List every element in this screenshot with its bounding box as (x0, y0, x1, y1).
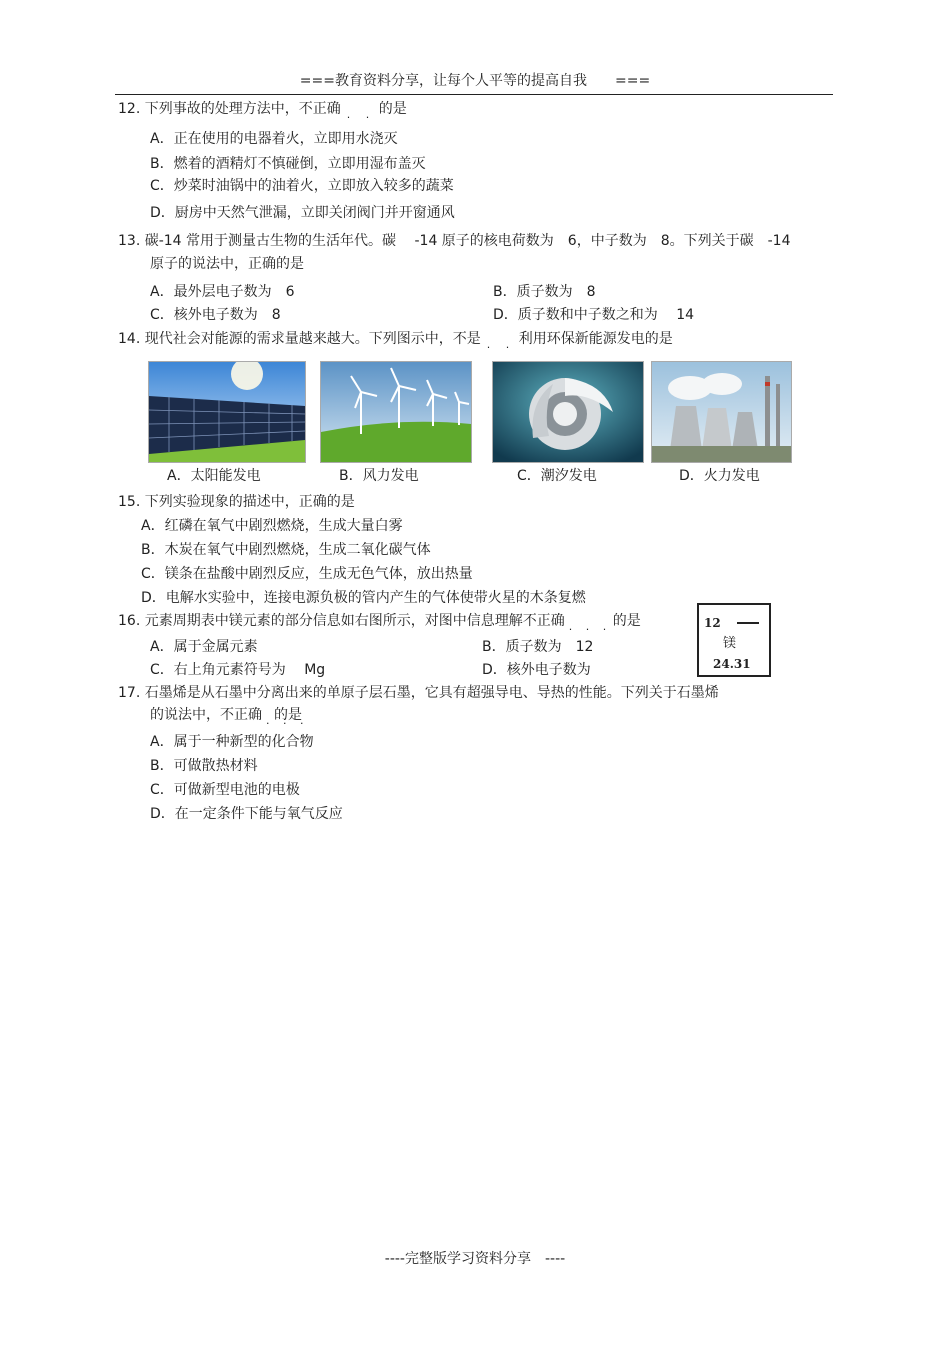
q12-option-b: B．燃着的酒精灯不慎碰倒，立即用湿布盖灭 (150, 156, 426, 172)
q15-option-d: D．电解水实验中，连接电源负极的管内产生的气体使带火星的木条复燃 (141, 590, 586, 606)
element-name: 镁 (723, 636, 737, 651)
q17-option-a: A．属于一种新型的化合物 (150, 734, 314, 750)
q17-option-b: B．可做散热材料 (150, 758, 258, 774)
q12-option-a: A．正在使用的电器着火，立即用水浇灭 (150, 131, 398, 147)
q13-option-d: D．质子数和中子数之和为 14 (493, 307, 695, 323)
q15-option-c: C．镁条在盐酸中剧烈反应，生成无色气体，放出热量 (141, 566, 473, 582)
page-header: ===教育资料分享，让每个人平等的提高自我 === (299, 73, 651, 89)
question-16-stem: 16. 元素周期表中镁元素的部分信息如右图所示，对图中信息理解不正确· · · 的是 (118, 612, 641, 630)
question-12-stem: 12. 下列事故的处理方法中，不正确· · 的是 (118, 100, 407, 118)
q12-option-d: D．厨房中天然气泄漏，立即关闭阀门并开窗通风 (150, 205, 455, 221)
question-17-stem: 17. 石墨烯是从石墨中分离出来的单原子层石墨，它具有超强导电、导热的性能。下列关于石墨烯 (118, 685, 719, 701)
question-14-stem: 14. 现代社会对能源的需求量越来越大。下列图示中，不是· · 利用环保新能源发电的是 (118, 330, 673, 348)
q16-option-d: D．核外电子数为 (482, 662, 591, 678)
wind-power-image (320, 361, 472, 463)
q12-option-c: C．炒菜时油锅中的油着火，立即放入较多的蔬菜 (150, 178, 454, 194)
symbol-blank-line (737, 622, 759, 624)
q14-option-d: D．火力发电 (679, 468, 760, 484)
q13-option-c: C．核外电子数为 8 (150, 307, 281, 323)
q13-option-a: A．最外层电子数为 6 (150, 284, 295, 300)
question-13-stem: 13. 碳-14 常用于测量古生物的生活年代。碳 -14 原子的核电荷数为 6，中子数为 8。下列关于碳 -14 (118, 233, 791, 249)
q15-option-a: A．红磷在氧气中剧烈燃烧，生成大量白雾 (141, 518, 403, 534)
q16-option-a: A．属于金属元素 (150, 639, 258, 655)
q16-option-c: C．右上角元素符号为 Mg (150, 662, 326, 678)
page-footer: ----完整版学习资料分享 ---- (384, 1251, 566, 1267)
atomic-number: 12 (704, 616, 721, 630)
emphasis-dots (565, 612, 613, 630)
q17-option-c: C．可做新型电池的电极 (150, 782, 300, 798)
question-13-stem-cont: 原子的说法中，正确的是 (150, 256, 304, 272)
emphasis-dots (262, 706, 274, 724)
q17-option-d: D．在一定条件下能与氧气反应 (150, 806, 343, 822)
emphasis-dots (341, 100, 379, 118)
q13-option-b: B．质子数为 8 (493, 284, 596, 300)
thermal-power-image (651, 361, 792, 463)
solar-power-image (148, 361, 306, 463)
tidal-power-image (492, 361, 644, 463)
header-divider (115, 94, 833, 95)
question-15-stem: 15. 下列实验现象的描述中，正确的是 (118, 494, 355, 510)
q14-option-c: C．潮汐发电 (517, 468, 597, 484)
question-17-stem-cont: 的说法中，不正确· · · 的是 (150, 706, 302, 724)
q14-option-a: A．太阳能发电 (167, 468, 261, 484)
atomic-mass: 24.31 (713, 657, 751, 671)
periodic-element-card (697, 603, 771, 677)
q16-option-b: B．质子数为 12 (482, 639, 594, 655)
q15-option-b: B．木炭在氧气中剧烈燃烧，生成二氧化碳气体 (141, 542, 431, 558)
q14-option-b: B．风力发电 (339, 468, 419, 484)
emphasis-dots (481, 330, 519, 348)
